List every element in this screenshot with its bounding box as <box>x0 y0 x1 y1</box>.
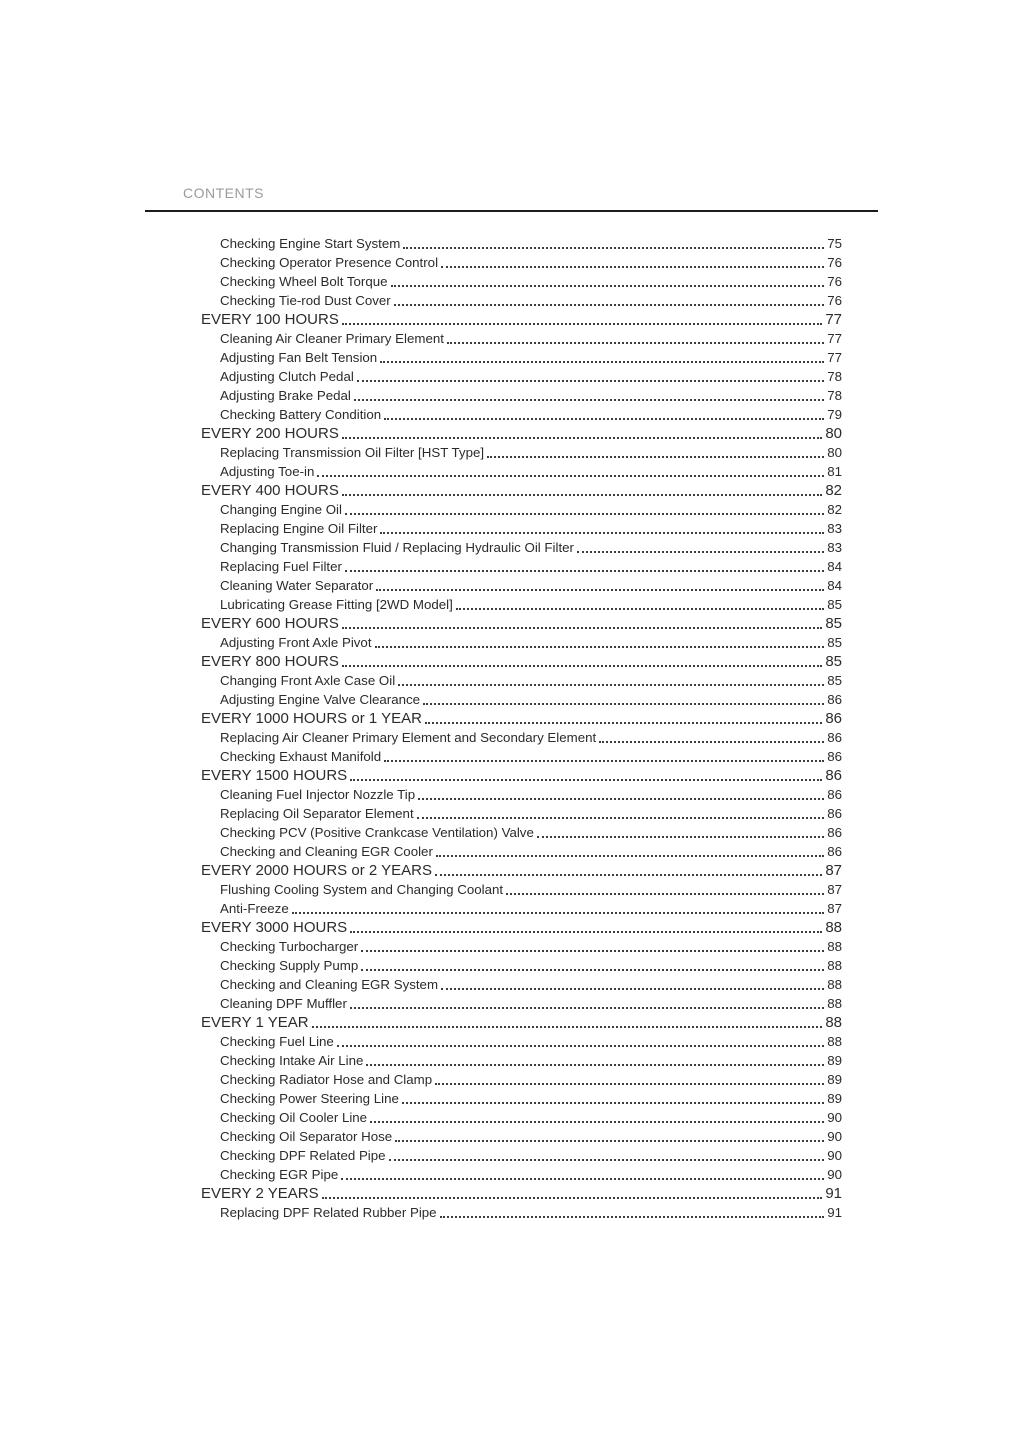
toc-entry-label: Adjusting Fan Belt Tension <box>220 350 378 365</box>
dot-leader <box>380 361 824 363</box>
dot-leader <box>417 817 825 819</box>
toc-entry-page: 88 <box>825 1014 842 1031</box>
toc-entry <box>145 785 878 804</box>
toc-entry-page: 86 <box>827 844 842 859</box>
toc-entry-label: Checking Oil Cooler Line <box>220 1110 368 1125</box>
toc-entry-page: 86 <box>827 787 842 802</box>
dot-leader <box>395 1140 824 1142</box>
toc-entry <box>145 1165 878 1184</box>
toc-entry-label: Checking Turbocharger <box>220 939 359 954</box>
toc-entry-page: 76 <box>827 255 842 270</box>
toc-entry-label: Checking DPF Related Pipe <box>220 1148 386 1163</box>
toc-entry-page: 88 <box>827 939 842 954</box>
toc-entry-label: EVERY 600 HOURS <box>201 615 339 632</box>
toc-entry-label: Flushing Cooling System and Changing Coolant <box>220 882 504 897</box>
toc-entry-page: 90 <box>827 1167 842 1182</box>
dot-leader <box>456 608 824 610</box>
toc-entry <box>145 576 878 595</box>
toc-entry-page: 91 <box>825 1185 842 1202</box>
toc-entry-label: Checking Operator Presence Control <box>220 255 439 270</box>
toc-entry-page: 84 <box>827 559 842 574</box>
toc-entry-label: EVERY 2000 HOURS or 2 YEARS <box>201 862 432 879</box>
toc-entry <box>145 519 878 538</box>
toc-entry-label: Replacing Engine Oil Filter <box>220 521 378 536</box>
toc-entry <box>145 557 878 576</box>
dot-leader <box>366 1064 824 1066</box>
toc-entry-page: 90 <box>827 1129 842 1144</box>
toc-entry <box>145 823 878 842</box>
toc-entry-page: 77 <box>825 311 842 328</box>
dot-leader <box>389 1159 825 1161</box>
dot-leader <box>402 1102 824 1104</box>
toc-entry <box>145 804 878 823</box>
toc-entry-page: 87 <box>827 901 842 916</box>
toc-entry <box>145 500 878 519</box>
toc-entry <box>145 253 878 272</box>
toc-entry-page: 76 <box>827 293 842 308</box>
toc-entry-label: EVERY 1500 HOURS <box>201 767 348 784</box>
dot-leader <box>342 494 822 496</box>
toc-entry <box>145 1089 878 1108</box>
toc-entry <box>145 386 878 405</box>
dot-leader <box>342 323 822 325</box>
toc-entry-page: 86 <box>827 730 842 745</box>
toc-entry-page: 86 <box>825 767 842 784</box>
toc-section-entry <box>145 614 878 633</box>
toc-entry <box>145 728 878 747</box>
toc-list <box>145 234 878 1222</box>
dot-leader <box>384 760 824 762</box>
toc-entry-page: 85 <box>827 597 842 612</box>
toc-entry-label: EVERY 200 HOURS <box>201 425 339 442</box>
dot-leader <box>425 722 822 724</box>
toc-entry <box>145 1070 878 1089</box>
toc-entry-page: 81 <box>827 464 842 479</box>
toc-entry-page: 89 <box>827 1072 842 1087</box>
toc-entry <box>145 367 878 386</box>
toc-entry-page: 80 <box>827 445 842 460</box>
toc-entry-page: 84 <box>827 578 842 593</box>
toc-entry-label: EVERY 800 HOURS <box>201 653 339 670</box>
dot-leader <box>370 1121 824 1123</box>
dot-leader <box>361 950 824 952</box>
toc-entry <box>145 994 878 1013</box>
toc-entry <box>145 1127 878 1146</box>
toc-entry <box>145 348 878 367</box>
toc-entry <box>145 956 878 975</box>
toc-entry-label: Checking Fuel Line <box>220 1034 334 1049</box>
toc-entry-label: Checking Radiator Hose and Clamp <box>220 1072 433 1087</box>
dot-leader <box>506 893 824 895</box>
toc-entry-label: Replacing Air Cleaner Primary Element and Secondary Element <box>220 730 597 745</box>
toc-entry-label: Replacing Oil Separator Element <box>220 806 414 821</box>
toc-entry <box>145 1032 878 1051</box>
toc-entry-label: Checking and Cleaning EGR System <box>220 977 439 992</box>
toc-entry-page: 85 <box>825 615 842 632</box>
dot-leader <box>440 1216 825 1218</box>
toc-entry-page: 87 <box>825 862 842 879</box>
toc-entry-page: 88 <box>827 977 842 992</box>
toc-entry <box>145 747 878 766</box>
toc-entry-label: Checking Battery Condition <box>220 407 382 422</box>
toc-entry-page: 83 <box>827 540 842 555</box>
dot-leader <box>350 1007 824 1009</box>
toc-entry-label: Cleaning DPF Muffler <box>220 996 347 1011</box>
dot-leader <box>337 1045 824 1047</box>
toc-entry-label: Replacing Fuel Filter <box>220 559 342 574</box>
toc-entry <box>145 1051 878 1070</box>
toc-section-entry <box>145 709 878 728</box>
toc-entry-label: Cleaning Air Cleaner Primary Element <box>220 331 444 346</box>
toc-entry <box>145 1203 878 1222</box>
toc-entry-page: 78 <box>827 369 842 384</box>
dot-leader <box>341 1178 824 1180</box>
toc-entry-label: Adjusting Toe-in <box>220 464 315 479</box>
toc-entry-label: Checking Oil Separator Hose <box>220 1129 393 1144</box>
dot-leader <box>342 627 822 629</box>
toc-entry-page: 90 <box>827 1148 842 1163</box>
toc-entry-label: Changing Transmission Fluid / Replacing Hydraulic Oil Filter <box>220 540 574 555</box>
toc-entry-page: 89 <box>827 1091 842 1106</box>
toc-entry-page: 91 <box>827 1205 842 1220</box>
dot-leader <box>292 912 824 914</box>
toc-entry-label: EVERY 400 HOURS <box>201 482 339 499</box>
toc-entry-label: EVERY 3000 HOURS <box>201 919 348 936</box>
toc-entry <box>145 842 878 861</box>
dot-leader <box>599 741 824 743</box>
toc-entry-page: 80 <box>825 425 842 442</box>
toc-entry-page: 78 <box>827 388 842 403</box>
dot-leader <box>350 931 822 933</box>
contents-heading: CONTENTS <box>183 185 264 201</box>
dot-leader <box>380 532 824 534</box>
toc-entry-page: 89 <box>827 1053 842 1068</box>
toc-entry <box>145 975 878 994</box>
toc-entry-label: Checking Power Steering Line <box>220 1091 399 1106</box>
toc-entry <box>145 291 878 310</box>
toc-entry-label: Checking Intake Air Line <box>220 1053 364 1068</box>
dot-leader <box>447 342 824 344</box>
toc-entry-page: 76 <box>827 274 842 289</box>
toc-entry-page: 86 <box>827 692 842 707</box>
dot-leader <box>398 684 824 686</box>
dot-leader <box>423 703 824 705</box>
dot-leader <box>435 1083 824 1085</box>
dot-leader <box>322 1197 823 1199</box>
dot-leader <box>394 304 824 306</box>
toc-entry-label: EVERY 2 YEARS <box>201 1185 319 1202</box>
toc-entry-label: Changing Engine Oil <box>220 502 342 517</box>
toc-entry-label: Cleaning Fuel Injector Nozzle Tip <box>220 787 416 802</box>
toc-entry-page: 88 <box>827 996 842 1011</box>
toc-entry-label: Replacing Transmission Oil Filter [HST Type] <box>220 445 485 460</box>
toc-entry <box>145 405 878 424</box>
toc-section-entry <box>145 481 878 500</box>
dot-leader <box>345 570 824 572</box>
toc-entry <box>145 462 878 481</box>
toc-entry-label: Adjusting Brake Pedal <box>220 388 351 403</box>
dot-leader <box>357 380 824 382</box>
toc-entry-page: 79 <box>827 407 842 422</box>
toc-entry-label: Lubricating Grease Fitting [2WD Model] <box>220 597 453 612</box>
dot-leader <box>577 551 824 553</box>
dot-leader <box>350 779 822 781</box>
dot-leader <box>436 855 824 857</box>
toc-section-entry <box>145 918 878 937</box>
toc-entry-page: 77 <box>827 331 842 346</box>
dot-leader <box>435 874 822 876</box>
toc-entry-label: Checking and Cleaning EGR Cooler <box>220 844 433 859</box>
toc-section-entry <box>145 861 878 880</box>
toc-section-entry <box>145 652 878 671</box>
toc-section-entry <box>145 424 878 443</box>
dot-leader <box>345 513 824 515</box>
toc-entry-page: 86 <box>827 806 842 821</box>
toc-entry <box>145 538 878 557</box>
toc-entry <box>145 234 878 253</box>
toc-entry <box>145 690 878 709</box>
toc-entry <box>145 1146 878 1165</box>
dot-leader <box>342 437 822 439</box>
toc-entry-label: EVERY 1 YEAR <box>201 1014 309 1031</box>
toc-section-entry <box>145 1013 878 1032</box>
toc-entry-page: 90 <box>827 1110 842 1125</box>
toc-entry-label: Adjusting Clutch Pedal <box>220 369 354 384</box>
toc-entry-page: 75 <box>827 236 842 251</box>
toc-entry-label: Adjusting Front Axle Pivot <box>220 635 372 650</box>
toc-entry-page: 85 <box>827 673 842 688</box>
toc-entry-label: Cleaning Water Separator <box>220 578 374 593</box>
dot-leader <box>441 988 824 990</box>
toc-entry-label: EVERY 100 HOURS <box>201 311 339 328</box>
dot-leader <box>403 247 824 249</box>
dot-leader <box>342 665 822 667</box>
toc-entry-page: 86 <box>825 710 842 727</box>
toc-entry <box>145 937 878 956</box>
toc-entry-page: 88 <box>827 1034 842 1049</box>
dot-leader <box>391 285 825 287</box>
dot-leader <box>441 266 824 268</box>
toc-entry <box>145 899 878 918</box>
dot-leader <box>354 399 824 401</box>
toc-entry-label: Changing Front Axle Case Oil <box>220 673 396 688</box>
toc-entry-label: Checking Supply Pump <box>220 958 359 973</box>
toc-entry-label: Anti-Freeze <box>220 901 289 916</box>
toc-section-entry <box>145 766 878 785</box>
toc-entry-label: Checking Engine Start System <box>220 236 401 251</box>
dot-leader <box>376 589 824 591</box>
toc-entry <box>145 633 878 652</box>
toc-entry <box>145 272 878 291</box>
toc-section-entry <box>145 310 878 329</box>
toc-entry-page: 88 <box>825 919 842 936</box>
toc-entry-label: Adjusting Engine Valve Clearance <box>220 692 421 707</box>
toc-entry-label: Checking PCV (Positive Crankcase Ventilation) Valve <box>220 825 534 840</box>
toc-entry-page: 82 <box>827 502 842 517</box>
toc-entry-label: Replacing DPF Related Rubber Pipe <box>220 1205 437 1220</box>
toc-section-entry <box>145 1184 878 1203</box>
toc-entry <box>145 329 878 348</box>
dot-leader <box>361 969 824 971</box>
header-rule <box>145 210 878 212</box>
toc-entry-label: Checking Exhaust Manifold <box>220 749 382 764</box>
toc-entry <box>145 443 878 462</box>
dot-leader <box>537 836 824 838</box>
toc-entry <box>145 595 878 614</box>
dot-leader <box>418 798 824 800</box>
toc-entry-page: 85 <box>827 635 842 650</box>
dot-leader <box>317 475 824 477</box>
toc-entry-page: 86 <box>827 749 842 764</box>
toc-entry-label: EVERY 1000 HOURS or 1 YEAR <box>201 710 422 727</box>
dot-leader <box>384 418 824 420</box>
toc-entry-page: 85 <box>825 653 842 670</box>
toc-entry-page: 82 <box>825 482 842 499</box>
toc-entry-page: 83 <box>827 521 842 536</box>
toc-entry <box>145 671 878 690</box>
dot-leader <box>375 646 825 648</box>
toc-entry <box>145 1108 878 1127</box>
toc-entry-label: Checking Wheel Bolt Torque <box>220 274 388 289</box>
dot-leader <box>312 1026 823 1028</box>
dot-leader <box>487 456 824 458</box>
toc-entry-label: Checking EGR Pipe <box>220 1167 339 1182</box>
toc-entry-page: 77 <box>827 350 842 365</box>
toc-entry <box>145 880 878 899</box>
toc-entry-page: 86 <box>827 825 842 840</box>
toc-entry-page: 87 <box>827 882 842 897</box>
toc-entry-label: Checking Tie-rod Dust Cover <box>220 293 391 308</box>
toc-entry-page: 88 <box>827 958 842 973</box>
